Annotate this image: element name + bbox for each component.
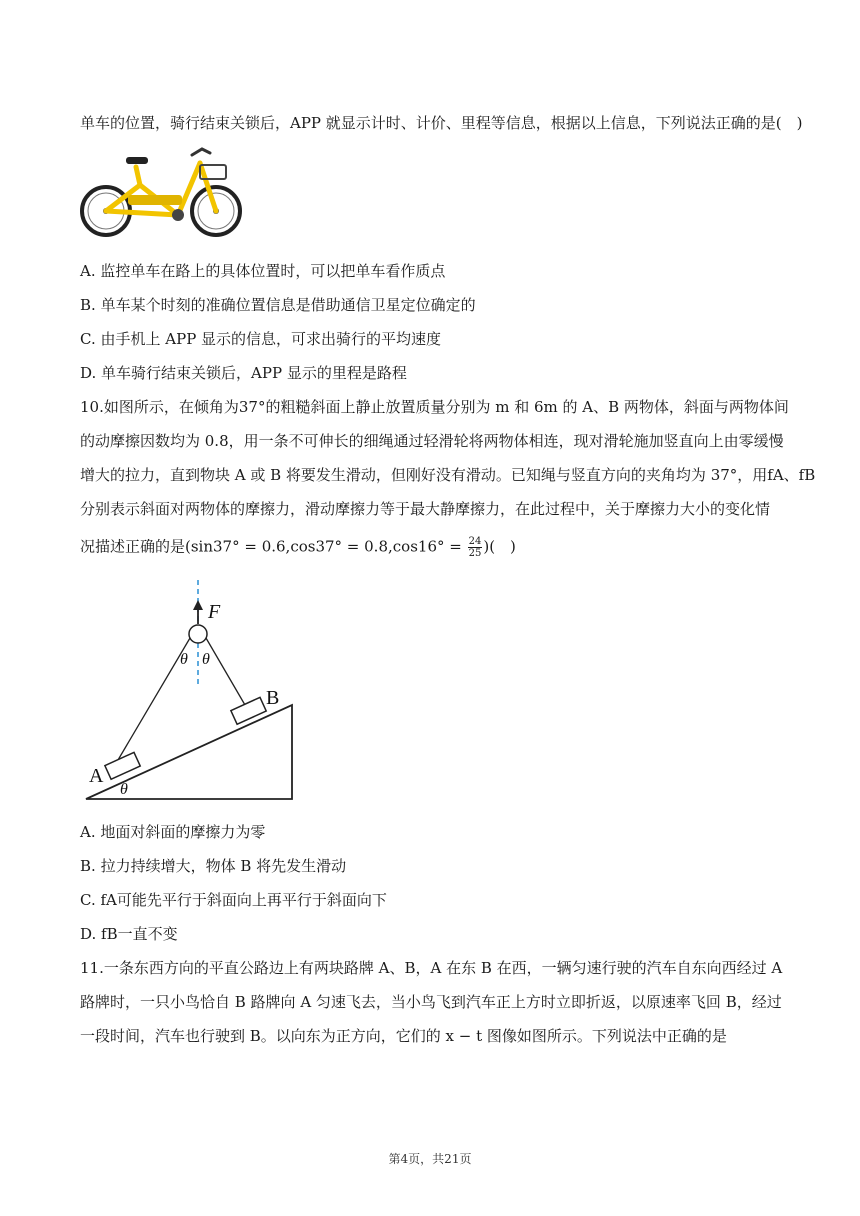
q10-line-3: 增大的拉力，直到物块 A 或 B 将要发生滑动，但刚好没有滑动。已知绳与竖直方向的夹角均为 37°，用fA、fB	[80, 466, 816, 484]
pulley	[189, 625, 207, 643]
bicycle-illustration	[78, 143, 248, 243]
block-a	[105, 752, 140, 779]
q9-option-d: D. 单车骑行结束关锁后，APP 显示的里程是路程	[80, 364, 407, 382]
label-theta-left: θ	[180, 651, 188, 668]
incline-pulley-diagram	[80, 572, 310, 807]
label-a: A	[89, 765, 104, 787]
q11-line-2: 路牌时，一只小鸟恰自 B 路牌向 A 匀速飞去，当小鸟飞到汽车正上方时立即折返，以原速率飞回 B，经过	[80, 993, 782, 1011]
label-theta-right: θ	[202, 651, 210, 668]
label-b: B	[266, 687, 280, 709]
page-footer: 第4页，共21页	[388, 1152, 472, 1166]
label-f: F	[208, 601, 221, 623]
q11-line-1: 11.一条东西方向的平直公路边上有两块路牌 A、B，A 在东 B 在西，一辆匀速行驶的汽车自东向西经过 A	[80, 959, 783, 977]
q9-option-a: A. 监控单车在路上的具体位置时，可以把单车看作质点	[80, 262, 446, 280]
q10-line-2: 的动摩擦因数均为 0.8，用一条不可伸长的细绳通过轻滑轮将两物体相连，现对滑轮施加竖直向上由零缓慢	[80, 432, 784, 450]
q9-option-b: B. 单车某个时刻的准确位置信息是借助通信卫星定位确定的	[80, 296, 476, 314]
q10-line-1: 10.如图所示，在倾角为37°的粗糙斜面上静止放置质量分别为 m 和 6m 的 A、B 两物体，斜面与两物体间	[80, 398, 789, 416]
q9-intro-line: 单车的位置，骑行结束关锁后，APP 就显示计时、计价、里程等信息，根据以上信息，下列说法正确的是( )	[80, 114, 803, 132]
q10-option-c: C. fA可能先平行于斜面向上再平行于斜面向下	[80, 891, 387, 909]
q10-line-5: 况描述正确的是(sin37° = 0.6,cos37° = 0.8,cos16° = $\frac{24}{25}$ )( )	[80, 536, 516, 559]
q11-line-3: 一段时间，汽车也行驶到 B。以向东为正方向，它们的 x − t 图像如图所示。下列说法中正确的是	[80, 1027, 727, 1045]
q9-option-c: C. 由手机上 APP 显示的信息，可求出骑行的平均速度	[80, 330, 442, 348]
fraction-24-25: $\frac{24}{25}$	[468, 536, 482, 559]
q10-line-4: 分别表示斜面对两物体的摩擦力，滑动摩擦力等于最大静摩擦力，在此过程中，关于摩擦力大小的变化情	[80, 500, 771, 518]
q10-option-b: B. 拉力持续增大，物体 B 将先发生滑动	[80, 857, 347, 875]
q10-option-d: D. fB一直不变	[80, 925, 178, 943]
q10-option-a: A. 地面对斜面的摩擦力为零	[80, 823, 266, 841]
incline	[86, 705, 292, 799]
rope-to-b	[206, 638, 245, 705]
label-theta-base: θ	[120, 781, 128, 798]
